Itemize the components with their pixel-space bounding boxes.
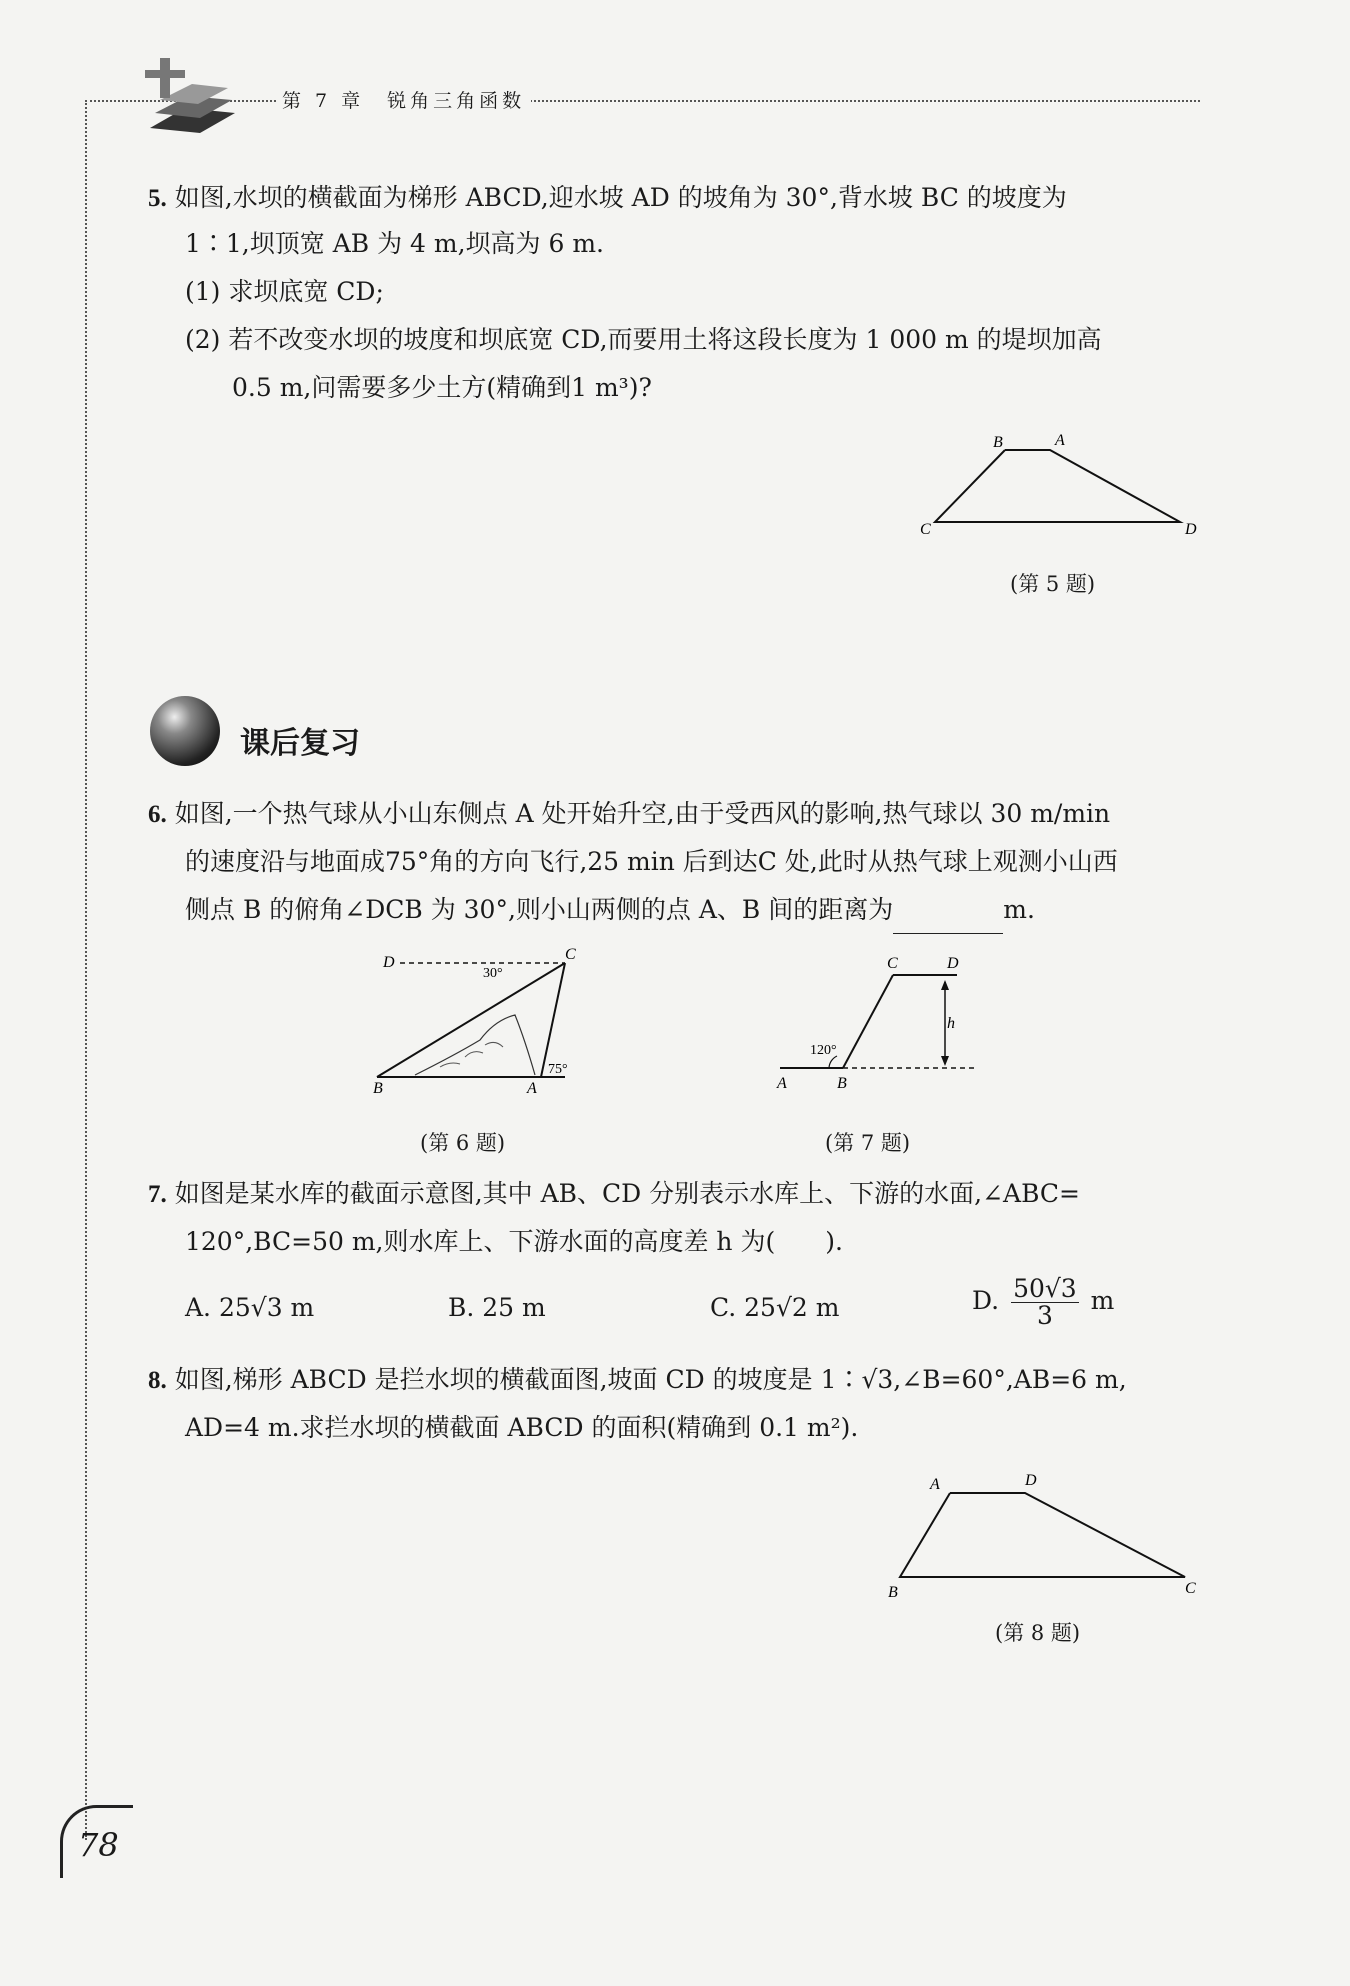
q7-option-d-denominator: 3 (1036, 1301, 1053, 1330)
q7-text1: 如图是某水库的截面示意图,其中 AB、CD 分别表示水库上、下游的水面,∠ABC= (174, 1179, 1081, 1208)
q7-option-a[interactable]: A. 25√3 m (185, 1293, 315, 1322)
q5-line1 (148, 174, 1208, 223)
q7-line1 (148, 1170, 1208, 1219)
q7-option-d-label: D. (972, 1286, 1000, 1315)
q7-option-d-unit: m (1090, 1286, 1115, 1315)
margin-dotted-line (85, 100, 87, 1840)
q8-number: 8. (148, 1367, 167, 1394)
q6-angle-75: 75° (548, 1062, 568, 1077)
q8-line1 (148, 1356, 1208, 1405)
q6-line1 (148, 790, 1208, 839)
q7-label-c: C (887, 955, 898, 972)
q6-line2: 的速度沿与地面成75°角的方向飞行,25 min 后到达C 处,此时从热气球上观测小山西 (185, 847, 1118, 876)
q5-label-d: D (1185, 521, 1197, 538)
q6-caption: (第 6 题) (420, 1131, 506, 1155)
q7-label-h: h (947, 1015, 955, 1032)
header-dotted-line (85, 100, 1200, 102)
q5-part1: (1) 求坝底宽 CD; (185, 277, 384, 306)
q6-label-c: C (565, 946, 576, 963)
q5-part2b: 0.5 m,问需要多少土方(精确到1 m³)? (232, 373, 652, 402)
q7-option-d[interactable] (972, 1276, 1114, 1329)
q6-unit: m. (1003, 895, 1035, 924)
q8-label-d: D (1025, 1472, 1037, 1489)
q8-caption: (第 8 题) (995, 1621, 1081, 1645)
q6-label-a: A (527, 1080, 537, 1095)
q6-label-d: D (383, 954, 395, 971)
section-ball-icon (150, 696, 220, 766)
q6-angle-30: 30° (483, 966, 503, 981)
section-title: 课后复习 (240, 726, 360, 761)
q6-text3: 侧点 B 的俯角∠DCB 为 30°,则小山两侧的点 A、B 间的距离为 (185, 895, 894, 924)
q6-label-b: B (373, 1080, 383, 1095)
q8-figure (880, 1465, 1210, 1605)
q7-figure (775, 950, 995, 1100)
q5-line2: 1∶1,坝顶宽 AB 为 4 m,坝高为 6 m. (185, 229, 604, 258)
q8-label-b: B (888, 1584, 898, 1601)
q6-line3 (185, 886, 1245, 934)
q7-number: 7. (148, 1181, 167, 1208)
q6-number: 6. (148, 801, 167, 828)
q7-option-d-fraction (1011, 1276, 1079, 1329)
q5-part2a: (2) 若不改变水坝的坡度和坝底宽 CD,而要用土将这段长度为 1 000 m 的堤坝加高 (185, 325, 1102, 354)
page-number: 78 (78, 1826, 119, 1864)
q7-option-b[interactable]: B. 25 m (448, 1293, 546, 1322)
q8-label-a: A (930, 1476, 940, 1493)
q7-label-d: D (947, 955, 959, 972)
q7-line2: 120°,BC=50 m,则水库上、下游水面的高度差 h 为( ). (185, 1227, 843, 1256)
q5-caption: (第 5 题) (1010, 572, 1096, 596)
q8-label-c: C (1185, 1580, 1196, 1597)
q5-text1: 如图,水坝的横截面为梯形 ABCD,迎水坡 AD 的坡角为 30°,背水坡 BC 的坡度为 (174, 183, 1067, 212)
q5-label-b: B (993, 434, 1003, 451)
q7-caption: (第 7 题) (825, 1131, 911, 1155)
q5-figure (905, 430, 1215, 550)
q7-option-d-numerator: 50√3 (1013, 1274, 1077, 1303)
q5-label-a: A (1055, 432, 1065, 449)
q7-angle-120: 120° (810, 1043, 837, 1058)
q5-label-c: C (920, 521, 931, 538)
q7-option-c[interactable]: C. 25√2 m (710, 1293, 840, 1322)
q8-line2: AD=4 m.求拦水坝的横截面 ABCD 的面积(精确到 0.1 m²). (185, 1413, 859, 1442)
q6-answer-blank[interactable] (893, 907, 1003, 934)
q7-label-b: B (837, 1075, 847, 1092)
chapter-header: 第 7 章 锐角三角函数 (276, 86, 531, 113)
q6-text1: 如图,一个热气球从小山东侧点 A 处开始升空,由于受西风的影响,热气球以 30 m/min (174, 799, 1111, 828)
q6-figure (365, 945, 585, 1095)
q8-text1: 如图,梯形 ABCD 是拦水坝的横截面图,坡面 CD 的坡度是 1∶√3,∠B=60°,AB=6 m, (174, 1365, 1127, 1394)
book-stack-icon (140, 58, 240, 138)
q5-number: 5. (148, 185, 167, 212)
q7-label-a: A (777, 1075, 787, 1092)
